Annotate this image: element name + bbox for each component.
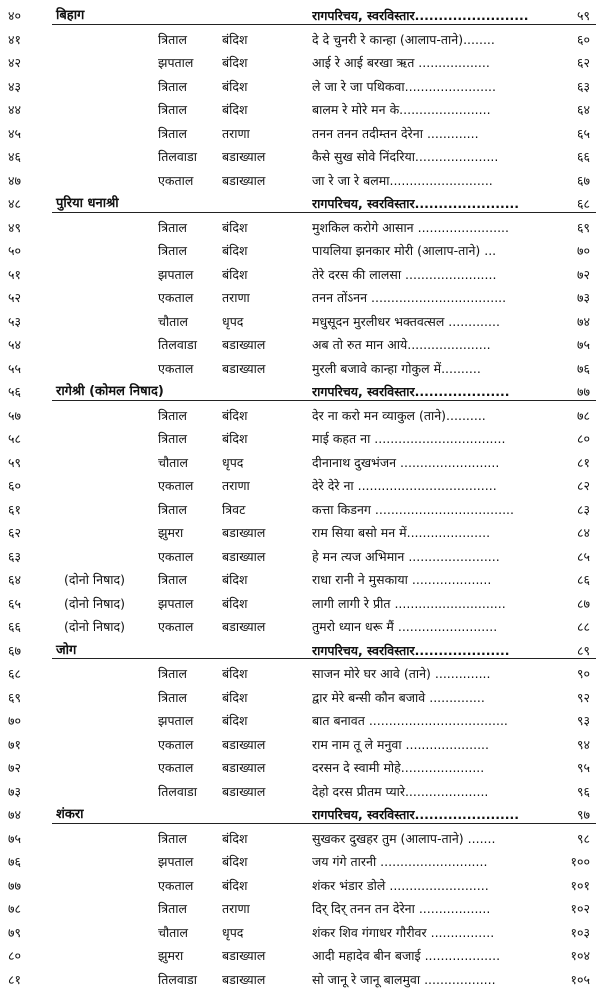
toc-entry-row xyxy=(0,169,600,193)
entry-number: ५१ xyxy=(8,263,50,287)
composition-form: बडाख्याल xyxy=(222,357,265,381)
composition-title: दरसन दे स्वामी मोहे..................... xyxy=(312,756,577,780)
section-divider xyxy=(52,823,596,824)
composition-title: रागपरिचय, स्वरविस्तार...................... xyxy=(312,192,577,216)
page-number: ७८ xyxy=(577,404,590,428)
page-number: ८५ xyxy=(577,545,590,569)
composition-title: आई रे आई बरखा ऋत .................. xyxy=(312,51,577,75)
entry-number: ६५ xyxy=(8,592,50,616)
raag-heading-row xyxy=(0,192,600,216)
toc-entry-row xyxy=(0,216,600,240)
composition-form: तराणा xyxy=(222,122,250,146)
composition-form: बंदिश xyxy=(222,850,248,874)
composition-title: द्वार मेरे बन्सी कौन बजावे .............. xyxy=(312,686,577,710)
toc-entry-row xyxy=(0,850,600,874)
page-number: ८७ xyxy=(577,592,590,616)
toc-entry-row xyxy=(0,944,600,968)
toc-entry-row xyxy=(0,662,600,686)
page-number: ७६ xyxy=(577,357,590,381)
composition-title: दीनानाथ दुखभंजन ......................... xyxy=(312,451,577,475)
taal-name: त्रिताल xyxy=(158,662,187,686)
toc-entry-row xyxy=(0,592,600,616)
composition-form: बंदिश xyxy=(222,263,248,287)
taal-name: त्रिताल xyxy=(158,75,187,99)
composition-form: बडाख्याल xyxy=(222,733,265,757)
taal-name: झपताल xyxy=(158,51,193,75)
taal-name: त्रिताल xyxy=(158,427,187,451)
composition-title: लागी लागी रे प्रीत ............................ xyxy=(312,592,577,616)
entry-number: ४५ xyxy=(8,122,50,146)
composition-form: त्रिवट xyxy=(222,498,245,522)
composition-title: आदी महादेव बीन बजाई ................... xyxy=(312,944,577,968)
taal-name: एकताल xyxy=(158,615,193,639)
page-number: ९७ xyxy=(577,803,590,827)
toc-entry-row xyxy=(0,921,600,945)
page-number: ८२ xyxy=(577,474,590,498)
composition-title: सो जानू रे जानू बालमुवा .................. xyxy=(312,968,577,991)
composition-title: तुमरो ध्यान धरू मैं ......................... xyxy=(312,615,577,639)
page-number: १०१ xyxy=(570,874,590,898)
entry-number: ७८ xyxy=(8,897,50,921)
entry-number: ६६ xyxy=(8,615,50,639)
taal-name: त्रिताल xyxy=(158,28,187,52)
taal-name: झपताल xyxy=(158,709,193,733)
composition-form: बंदिश xyxy=(222,686,248,710)
composition-form: धृपद xyxy=(222,921,243,945)
taal-name: त्रिताल xyxy=(158,239,187,263)
section-divider xyxy=(52,400,596,401)
page-number: १०४ xyxy=(570,944,590,968)
composition-title: रागपरिचय, स्वरविस्तार.................... xyxy=(312,380,577,404)
entry-number: ५२ xyxy=(8,286,50,310)
entry-number: ६० xyxy=(8,474,50,498)
composition-title: दे दे चुनरी रे कान्हा (आलाप-ताने)........ xyxy=(312,28,577,52)
page-number: ५९ xyxy=(577,4,590,28)
toc-entry-row xyxy=(0,545,600,569)
entry-number: ५८ xyxy=(8,427,50,451)
composition-form: बंदिश xyxy=(222,404,248,428)
entry-number: ६४ xyxy=(8,568,50,592)
toc-entry-row xyxy=(0,333,600,357)
entry-number: ५३ xyxy=(8,310,50,334)
taal-name: एकताल xyxy=(158,756,193,780)
composition-form: बंदिश xyxy=(222,874,248,898)
page-number: ९२ xyxy=(577,686,590,710)
composition-form: बडाख्याल xyxy=(222,333,265,357)
toc-entry-row xyxy=(0,756,600,780)
composition-form: बंदिश xyxy=(222,75,248,99)
entry-number: ५४ xyxy=(8,333,50,357)
taal-name: चौताल xyxy=(158,921,188,945)
toc-entry-row xyxy=(0,357,600,381)
page-number: १०५ xyxy=(570,968,590,991)
toc-entry-row xyxy=(0,145,600,169)
taal-name: त्रिताल xyxy=(158,897,187,921)
composition-title: दिर् दिर् तनन तन देरेना .................. xyxy=(312,897,577,921)
toc-entry-row xyxy=(0,686,600,710)
composition-form: बंदिश xyxy=(222,592,248,616)
composition-title: जय गंगे तारनी ........................... xyxy=(312,850,577,874)
entry-number: ५६ xyxy=(8,380,50,404)
composition-form: बंदिश xyxy=(222,427,248,451)
entry-number: ४३ xyxy=(8,75,50,99)
taal-name: त्रिताल xyxy=(158,404,187,428)
composition-title: देहो दरस प्रीतम प्यारे..................... xyxy=(312,780,577,804)
toc-entry-row xyxy=(0,404,600,428)
composition-form: बंदिश xyxy=(222,709,248,733)
entry-number: ४१ xyxy=(8,28,50,52)
page-number: ७४ xyxy=(577,310,590,334)
raag-note: (दोनो निषाद) xyxy=(64,615,125,639)
toc-entry-row xyxy=(0,780,600,804)
page-number: ९० xyxy=(577,662,590,686)
taal-name: एकताल xyxy=(158,286,193,310)
taal-name: तिलवाडा xyxy=(158,145,197,169)
entry-number: ६७ xyxy=(8,639,50,663)
composition-form: धृपद xyxy=(222,310,243,334)
composition-title: मुशकिल करोगे आसान ....................... xyxy=(312,216,577,240)
page-number: १०३ xyxy=(570,921,590,945)
taal-name: त्रिताल xyxy=(158,98,187,122)
page-number: १०० xyxy=(570,850,590,874)
page-number: ८३ xyxy=(577,498,590,522)
taal-name: तिलवाडा xyxy=(158,968,197,991)
taal-name: त्रिताल xyxy=(158,827,187,851)
composition-title: माई कहत ना ................................. xyxy=(312,427,577,451)
entry-number: ४० xyxy=(8,4,50,28)
entry-number: ४६ xyxy=(8,145,50,169)
page-number: ८१ xyxy=(577,451,590,475)
entry-number: ६२ xyxy=(8,521,50,545)
composition-form: बडाख्याल xyxy=(222,169,265,193)
composition-form: बंदिश xyxy=(222,51,248,75)
page-number: ६८ xyxy=(577,192,590,216)
page-number: ९३ xyxy=(577,709,590,733)
taal-name: तिलवाडा xyxy=(158,780,197,804)
page-number: ८० xyxy=(577,427,590,451)
composition-title: मुरली बजावे कान्हा गोकुल में.......... xyxy=(312,357,577,381)
toc-entry-row xyxy=(0,568,600,592)
composition-title: मधुसूदन मुरलीधर भक्तवत्सल ............. xyxy=(312,310,577,334)
composition-form: बडाख्याल xyxy=(222,145,265,169)
entry-number: ७४ xyxy=(8,803,50,827)
composition-form: बडाख्याल xyxy=(222,615,265,639)
entry-number: ५० xyxy=(8,239,50,263)
taal-name: एकताल xyxy=(158,474,193,498)
page-number: ६७ xyxy=(577,169,590,193)
composition-title: हे मन त्यज अभिमान ....................... xyxy=(312,545,577,569)
entry-number: ८० xyxy=(8,944,50,968)
page-number: ७५ xyxy=(577,333,590,357)
entry-number: ६८ xyxy=(8,662,50,686)
raag-name: शंकरा xyxy=(56,803,84,827)
raag-name: रागेश्री (कोमल निषाद) xyxy=(56,380,164,404)
page-number: ६२ xyxy=(577,51,590,75)
entry-number: ७५ xyxy=(8,827,50,851)
entry-number: ४२ xyxy=(8,51,50,75)
toc-entry-row xyxy=(0,263,600,287)
entry-number: ७१ xyxy=(8,733,50,757)
composition-title: तनन तोंऽनन .................................. xyxy=(312,286,577,310)
page-number: ६४ xyxy=(577,98,590,122)
taal-name: त्रिताल xyxy=(158,498,187,522)
composition-form: बडाख्याल xyxy=(222,780,265,804)
taal-name: त्रिताल xyxy=(158,216,187,240)
page-number: ६० xyxy=(577,28,590,52)
page-number: ९८ xyxy=(577,827,590,851)
toc-entry-row xyxy=(0,122,600,146)
raag-note: (दोनो निषाद) xyxy=(64,568,125,592)
composition-title: ले जा रे जा पथिकवा....................... xyxy=(312,75,577,99)
page-number: ८८ xyxy=(577,615,590,639)
raag-heading-row xyxy=(0,803,600,827)
toc-entry-row xyxy=(0,286,600,310)
composition-form: बडाख्याल xyxy=(222,756,265,780)
taal-name: झपताल xyxy=(158,592,193,616)
section-divider xyxy=(52,24,596,25)
toc-entry-row xyxy=(0,427,600,451)
taal-name: झुमरा xyxy=(158,521,183,545)
section-divider xyxy=(52,212,596,213)
taal-name: एकताल xyxy=(158,733,193,757)
page-number: ८९ xyxy=(577,639,590,663)
table-of-contents xyxy=(0,4,600,969)
toc-entry-row xyxy=(0,827,600,851)
composition-title: सुखकर दुखहर तुम (आलाप-ताने) ....... xyxy=(312,827,577,851)
composition-title: कैसे सुख सोवे निंदरिया..................... xyxy=(312,145,577,169)
composition-title: बात बनावत ................................... xyxy=(312,709,577,733)
raag-heading-row xyxy=(0,639,600,663)
composition-title: अब तो रुत मान आये..................... xyxy=(312,333,577,357)
taal-name: झपताल xyxy=(158,850,193,874)
taal-name: एकताल xyxy=(158,874,193,898)
entry-number: ७० xyxy=(8,709,50,733)
raag-note: (दोनो निषाद) xyxy=(64,592,125,616)
composition-title: पायलिया झनकार मोरी (आलाप-ताने) ... xyxy=(312,239,577,263)
page-number: ६६ xyxy=(577,145,590,169)
taal-name: तिलवाडा xyxy=(158,333,197,357)
raag-name: बिहाग xyxy=(56,4,84,28)
entry-number: ६३ xyxy=(8,545,50,569)
composition-form: बंदिश xyxy=(222,827,248,851)
toc-entry-row xyxy=(0,897,600,921)
section-divider xyxy=(52,658,596,659)
page-number: ७० xyxy=(577,239,590,263)
taal-name: त्रिताल xyxy=(158,686,187,710)
composition-title: राम सिया बसो मन में..................... xyxy=(312,521,577,545)
composition-form: बडाख्याल xyxy=(222,545,265,569)
composition-form: बंदिश xyxy=(222,98,248,122)
composition-title: साजन मोरे घर आवे (ताने) .............. xyxy=(312,662,577,686)
toc-entry-row xyxy=(0,451,600,475)
raag-heading-row xyxy=(0,4,600,28)
toc-entry-row xyxy=(0,874,600,898)
page-number: ६५ xyxy=(577,122,590,146)
toc-entry-row xyxy=(0,521,600,545)
toc-entry-row xyxy=(0,239,600,263)
page-number: ८४ xyxy=(577,521,590,545)
composition-form: धृपद xyxy=(222,451,243,475)
page-number: ९४ xyxy=(577,733,590,757)
toc-entry-row xyxy=(0,709,600,733)
composition-form: तराणा xyxy=(222,474,250,498)
taal-name: एकताल xyxy=(158,545,193,569)
entry-number: ४९ xyxy=(8,216,50,240)
composition-title: रागपरिचय, स्वरविस्तार...................... xyxy=(312,803,577,827)
page-number: ७७ xyxy=(577,380,590,404)
entry-number: ७२ xyxy=(8,756,50,780)
composition-title: शंकर भंडार डोले ......................... xyxy=(312,874,577,898)
entry-number: ४४ xyxy=(8,98,50,122)
page-number: ९६ xyxy=(577,780,590,804)
composition-title: तनन तनन तदीम्तन देरेना ............. xyxy=(312,122,577,146)
entry-number: ७९ xyxy=(8,921,50,945)
composition-title: राम नाम तू ले मनुवा ..................... xyxy=(312,733,577,757)
taal-name: झपताल xyxy=(158,263,193,287)
composition-title: जा रे जा रे बलमा.......................... xyxy=(312,169,577,193)
composition-title: कत्ता किडनग ................................... xyxy=(312,498,577,522)
entry-number: ५७ xyxy=(8,404,50,428)
page-number: ८६ xyxy=(577,568,590,592)
composition-form: बंदिश xyxy=(222,239,248,263)
toc-entry-row xyxy=(0,498,600,522)
taal-name: झुमरा xyxy=(158,944,183,968)
composition-form: बडाख्याल xyxy=(222,968,265,991)
page-number: ६३ xyxy=(577,75,590,99)
composition-title: देरे देरे ना ................................... xyxy=(312,474,577,498)
composition-form: बडाख्याल xyxy=(222,944,265,968)
toc-entry-row xyxy=(0,310,600,334)
taal-name: एकताल xyxy=(158,357,193,381)
page-number: ७३ xyxy=(577,286,590,310)
raag-name: पुरिया धनाश्री xyxy=(56,192,119,216)
composition-form: बंदिश xyxy=(222,28,248,52)
page-number: ६९ xyxy=(577,216,590,240)
toc-entry-row xyxy=(0,615,600,639)
composition-form: तराणा xyxy=(222,286,250,310)
entry-number: ७३ xyxy=(8,780,50,804)
toc-entry-row xyxy=(0,733,600,757)
composition-form: बंदिश xyxy=(222,662,248,686)
taal-name: चौताल xyxy=(158,451,188,475)
taal-name: एकताल xyxy=(158,169,193,193)
entry-number: ४७ xyxy=(8,169,50,193)
composition-title: रागपरिचय, स्वरविस्तार........................ xyxy=(312,4,577,28)
composition-title: रागपरिचय, स्वरविस्तार.................... xyxy=(312,639,577,663)
entry-number: ६९ xyxy=(8,686,50,710)
toc-entry-row xyxy=(0,51,600,75)
entry-number: ५५ xyxy=(8,357,50,381)
composition-title: राधा रानी ने मुसकाया .................... xyxy=(312,568,577,592)
taal-name: त्रिताल xyxy=(158,568,187,592)
toc-entry-row xyxy=(0,98,600,122)
taal-name: चौताल xyxy=(158,310,188,334)
toc-entry-row xyxy=(0,28,600,52)
entry-number: ७७ xyxy=(8,874,50,898)
entry-number: ८१ xyxy=(8,968,50,991)
toc-entry-row xyxy=(0,474,600,498)
entry-number: ४८ xyxy=(8,192,50,216)
page-number: ९५ xyxy=(577,756,590,780)
composition-form: बंदिश xyxy=(222,216,248,240)
composition-title: बालम रे मोरे मन के....................... xyxy=(312,98,577,122)
entry-number: ७६ xyxy=(8,850,50,874)
composition-form: बडाख्याल xyxy=(222,521,265,545)
toc-entry-row xyxy=(0,75,600,99)
composition-title: देर ना करो मन व्याकुल (ताने).......... xyxy=(312,404,577,428)
page-number: १०२ xyxy=(570,897,590,921)
composition-form: बंदिश xyxy=(222,568,248,592)
raag-heading-row xyxy=(0,380,600,404)
taal-name: त्रिताल xyxy=(158,122,187,146)
toc-entry-row xyxy=(0,968,600,991)
entry-number: ६१ xyxy=(8,498,50,522)
composition-title: शंकर शिव गंगाधर गौरीवर ................ xyxy=(312,921,577,945)
composition-form: तराणा xyxy=(222,897,250,921)
entry-number: ५९ xyxy=(8,451,50,475)
page-number: ७२ xyxy=(577,263,590,287)
raag-name: जोग xyxy=(56,639,76,663)
composition-title: तेरे दरस की लालसा ....................... xyxy=(312,263,577,287)
